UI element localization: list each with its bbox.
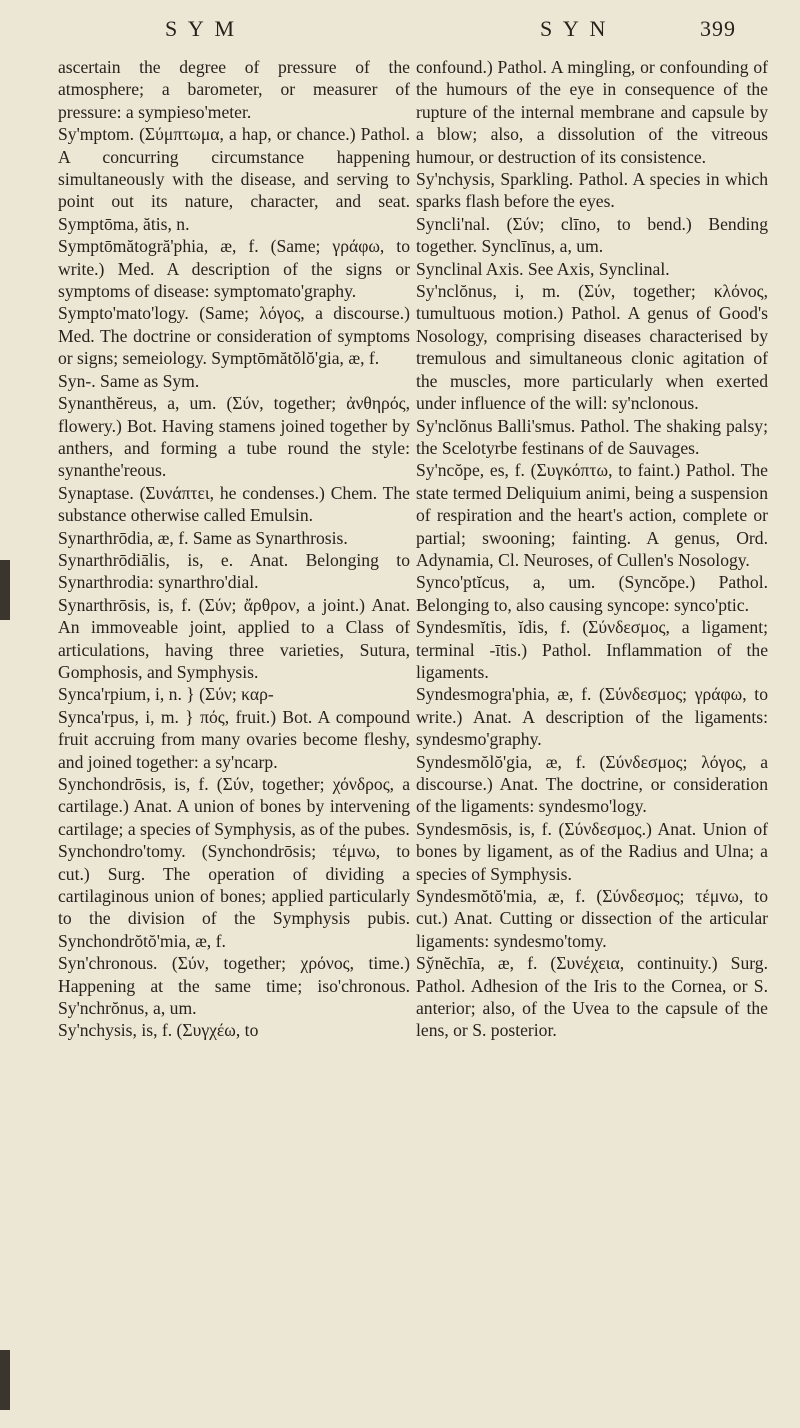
entry: Sy'nclŏnus, i, m. (Σύν, together; κλόνος, tumultuous motion.) Pathol. A genus of Good's Nosology, comprising diseases characterised by tremulous and simultaneous clonic agitation of the muscles, more particularly when exerted under influence of the will: sy'nclonous.	[416, 281, 768, 414]
entry: Synaptase. (Συνάπτει, he condenses.) Chem. The substance otherwise called Emulsin.	[58, 482, 410, 526]
entry: Sy'ncŏpe, es, f. (Συγκόπτω, to faint.) Pathol. The state termed Deliquium animi, being a suspension of respiration and the heart's action, complete or partial; swooning; fainting. A genus, Ord. Adynamia, Cl. Neuroses, of Cullen's Nosology.	[416, 460, 768, 570]
entry: Synca'rpus, i, m. } πός, fruit.) Bot. A compound fruit accruing from many ovaries become fleshy, and joined together: a sy'ncarp.	[58, 706, 410, 772]
entry: Syn-. Same as Sym.	[58, 370, 200, 391]
entry: Syndesmŏtŏ'mia, æ, f. (Σύνδεσμος; τέμνω, to cut.) Anat. Cutting or dissection of the articular ligaments: syndesmo'tomy.	[416, 886, 768, 951]
entry: Sy'nclŏnus Balli'smus. Pathol. The shaking palsy; the Scelotyrbe festinans of de Sauvages.	[416, 415, 768, 458]
left-column	[58, 56, 410, 1042]
entry: Synanthĕreus, a, um. (Σύν, together; ἀνθηρός, flowery.) Bot. Having stamens joined together by anthers, and forming a tube round the style: synanthe'reous.	[58, 393, 410, 481]
entry: Syn'chronous. (Σύν, together; χρόνος, time.) Happening at the same time; iso'chronous. Sy'nchrŏnus, a, um.	[58, 953, 410, 1019]
entry: Synarthrōsis, is, f. (Σύν; ἄρθρον, a joint.) Anat. An immoveable joint, applied to a Class of articulations, having three varieties, Sutura, Gomphosis, and Symphysis.	[58, 594, 410, 682]
entry: Synclinal Axis. See Axis, Synclinal.	[416, 258, 670, 279]
entry: Syndesmŏlŏ'gia, æ, f. (Σύνδεσμος; λόγος, a discourse.) Anat. The doctrine, or consideration of the ligaments: syndesmo'logy.	[416, 751, 768, 817]
entry: Synchondrōsis, is, f. (Σύν, together; χόνδρος, a cartilage.) Anat. A union of bones by intervening cartilage; a species of Symphysis, as of the pubes.	[58, 774, 410, 839]
entry: Sy'mptom. (Σύμπτωμα, a hap, or chance.) Pathol. A concurring circumstance happening simultaneously with the disease, and serving to point out its nature, character, and seat. Symptōma, ătis, n.	[58, 124, 410, 234]
page-number: 399	[700, 16, 736, 41]
running-head	[0, 16, 800, 52]
entry: ascertain the degree of pressure of the atmosphere; a barometer, or measurer of pressure: a sympieso'meter.	[58, 57, 410, 122]
entry: Sy'nchysis, is, f. (Συγχέω, to	[58, 1020, 259, 1041]
running-head-left: S Y M	[165, 16, 238, 41]
entry: Sympto'mato'logy. (Same; λόγος, a discourse.) Med. The doctrine or consideration of symptoms or signs; semeiology. Symptōmătŏlŏ'gia, æ, f.	[58, 303, 410, 369]
page-binding-edge	[0, 1350, 10, 1410]
entry: Syndesmogra'phia, æ, f. (Σύνδεσμος; γράφω, to write.) Anat. A description of the ligaments: syndesmo'graphy.	[416, 684, 768, 750]
entry: Synarthrōdiālis, is, e. Anat. Belonging to Synarthrodia: synarthro'dial.	[58, 549, 410, 593]
entry: Sy̆nĕchīa, æ, f. (Συνέχεια, continuity.) Surg. Pathol. Adhesion of the Iris to the Cornea, or S. anterior; also, of the Uvea to the capsule of the lens, or S. posterior.	[416, 953, 768, 1041]
entry: Symptōmătogră'phia, æ, f. (Same; γράφω, to write.) Med. A description of the signs or symptoms of disease: symptomato'graphy.	[58, 236, 410, 302]
running-head-middle: S Y N	[540, 16, 609, 41]
entry: Sy'nchysis, Sparkling. Pathol. A species in which sparks flash before the eyes.	[416, 169, 768, 212]
entry: Synco'ptĭcus, a, um. (Syncŏpe.) Pathol. Belonging to, also causing syncope: synco'ptic.	[416, 572, 768, 615]
entry: Syndesmōsis, is, f. (Σύνδεσμος.) Anat. Union of bones by ligament, as of the Radius and Ulna; a species of Symphysis.	[416, 818, 768, 884]
entry: Synca'rpium, i, n. } (Σύν; καρ-	[58, 684, 274, 705]
entry: Syndesmĭtis, ĭdis, f. (Σύνδεσμος, a ligament; terminal -ītis.) Pathol. Inflammation of the ligaments.	[416, 617, 768, 682]
entry: Syncli'nal. (Σύν; clīno, to bend.) Bending together. Synclīnus, a, um.	[416, 213, 768, 257]
page-binding-edge	[0, 560, 10, 620]
entry: Synarthrōdia, æ, f. Same as Synarthrosis.	[58, 527, 348, 548]
entry: confound.) Pathol. A mingling, or confounding of the humours of the eye in consequence of the rupture of the internal membrane and capsule by a blow; also, a dissolution of the vitreous humour, or destruction of its consistence.	[416, 57, 768, 167]
right-column	[416, 56, 768, 1042]
entry: Synchondro'tomy. (Synchondrōsis; τέμνω, to cut.) Surg. The operation of dividing a cartilaginous union of bones; applied particularly to the division of the Symphysis pubis. Synchondrŏtŏ'mia, æ, f.	[58, 841, 410, 951]
